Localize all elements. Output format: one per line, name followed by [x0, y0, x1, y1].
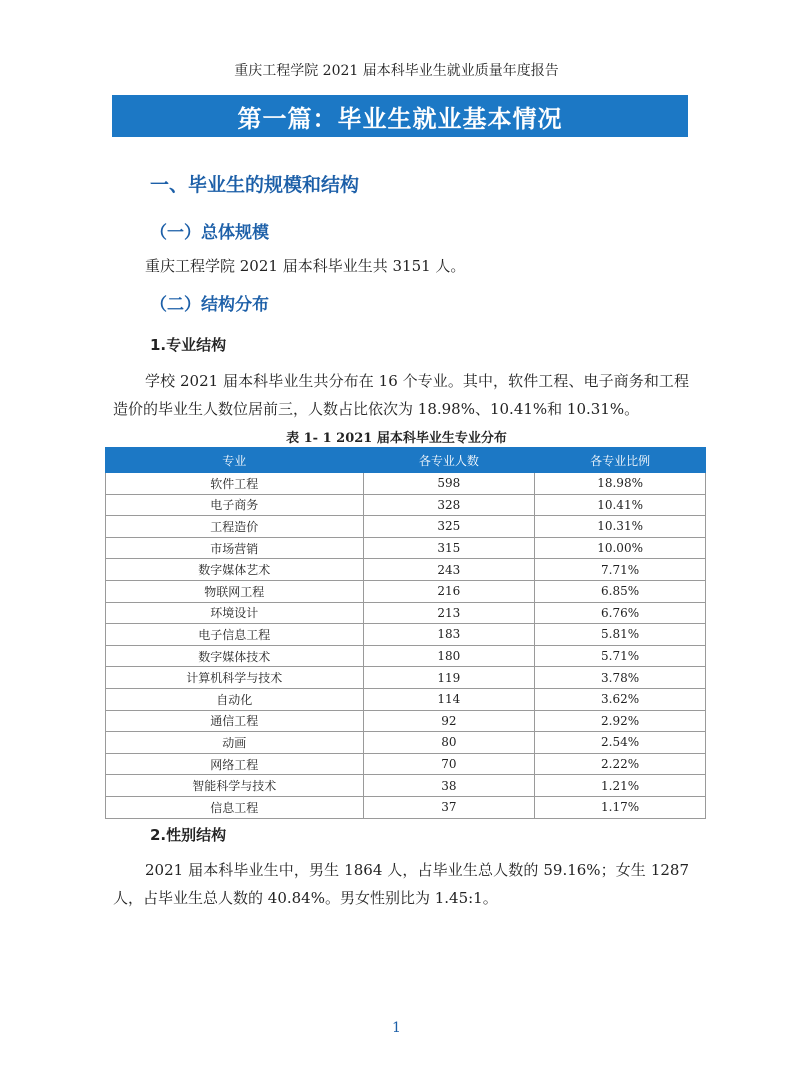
- table-row: [106, 645, 706, 667]
- ratio-cell: 5.71%: [535, 645, 706, 667]
- table-row: [106, 559, 706, 581]
- table-caption: 表 1- 1 2021 届本科毕业生专业分布: [286, 431, 507, 446]
- gender-structure-paragraph: 2021 届本科毕业生中，男生 1864 人，占毕业生总人数的 59.16%；女生 1287 人，占毕业生总人数的 40.84%。男女性别比为 1.45:1。: [113, 861, 689, 907]
- gender-structure-heading: 2.性别结构: [150, 826, 227, 844]
- table-row: [106, 775, 706, 797]
- table-body: [106, 473, 706, 819]
- major-cell: 计算机科学与技术: [106, 667, 364, 689]
- ratio-cell: 7.71%: [535, 559, 706, 581]
- table-row: [106, 516, 706, 538]
- header-major: 专业: [106, 448, 364, 473]
- count-cell: 180: [363, 645, 535, 667]
- table-row: [106, 710, 706, 732]
- table-row: [106, 494, 706, 516]
- table-row: [106, 796, 706, 818]
- ratio-cell: 1.17%: [535, 796, 706, 818]
- ratio-cell: 2.92%: [535, 710, 706, 732]
- ratio-cell: 10.00%: [535, 537, 706, 559]
- table-row: [106, 753, 706, 775]
- count-cell: 37: [363, 796, 535, 818]
- table-row: [106, 688, 706, 710]
- count-cell: 243: [363, 559, 535, 581]
- count-cell: 114: [363, 688, 535, 710]
- major-cell: 工程造价: [106, 516, 364, 538]
- major-cell: 市场营销: [106, 537, 364, 559]
- ratio-cell: 5.81%: [535, 624, 706, 646]
- ratio-cell: 2.22%: [535, 753, 706, 775]
- major-cell: 软件工程: [106, 473, 364, 495]
- chapter-title: 第一篇：毕业生就业基本情况: [237, 104, 563, 133]
- ratio-cell: 6.76%: [535, 602, 706, 624]
- major-cell: 通信工程: [106, 710, 364, 732]
- count-cell: 216: [363, 580, 535, 602]
- ratio-cell: 3.78%: [535, 667, 706, 689]
- ratio-cell: 3.62%: [535, 688, 706, 710]
- table-row: [106, 537, 706, 559]
- header-count: 各专业人数: [363, 448, 535, 473]
- ratio-cell: 18.98%: [535, 473, 706, 495]
- major-cell: 数字媒体技术: [106, 645, 364, 667]
- ratio-cell: 1.21%: [535, 775, 706, 797]
- table-row: [106, 602, 706, 624]
- count-cell: 328: [363, 494, 535, 516]
- count-cell: 38: [363, 775, 535, 797]
- section-heading-scale-structure: 一、毕业生的规模和结构: [150, 174, 360, 196]
- major-cell: 电子信息工程: [106, 624, 364, 646]
- count-cell: 598: [363, 473, 535, 495]
- table-row: [106, 624, 706, 646]
- major-cell: 环境设计: [106, 602, 364, 624]
- table-header-row: [106, 448, 706, 473]
- ratio-cell: 10.41%: [535, 494, 706, 516]
- major-distribution-table: [105, 447, 706, 819]
- count-cell: 325: [363, 516, 535, 538]
- major-cell: 动画: [106, 732, 364, 754]
- count-cell: 183: [363, 624, 535, 646]
- ratio-cell: 10.31%: [535, 516, 706, 538]
- major-cell: 网络工程: [106, 753, 364, 775]
- overall-paragraph: 重庆工程学院 2021 届本科毕业生共 3151 人。: [145, 257, 466, 275]
- count-cell: 80: [363, 732, 535, 754]
- running-header: 重庆工程学院 2021 届本科毕业生就业质量年度报告: [234, 63, 559, 79]
- major-cell: 电子商务: [106, 494, 364, 516]
- major-cell: 物联网工程: [106, 580, 364, 602]
- table-row: [106, 732, 706, 754]
- major-structure-heading: 1.专业结构: [150, 336, 227, 354]
- major-cell: 智能科学与技术: [106, 775, 364, 797]
- subsection-heading-overall: （一）总体规模: [150, 223, 269, 243]
- page-number: 1: [392, 1020, 401, 1036]
- ratio-cell: 2.54%: [535, 732, 706, 754]
- ratio-cell: 6.85%: [535, 580, 706, 602]
- count-cell: 92: [363, 710, 535, 732]
- count-cell: 70: [363, 753, 535, 775]
- count-cell: 119: [363, 667, 535, 689]
- major-structure-paragraph: 学校 2021 届本科毕业生共分布在 16 个专业。其中，软件工程、电子商务和工程造价的毕业生人数位居前三，人数占比依次为 18.98%、10.41%和 10.31%。: [113, 372, 689, 418]
- count-cell: 315: [363, 537, 535, 559]
- major-cell: 信息工程: [106, 796, 364, 818]
- table-row: [106, 667, 706, 689]
- table-row: [106, 473, 706, 495]
- subsection-heading-structure: （二）结构分布: [150, 295, 269, 315]
- count-cell: 213: [363, 602, 535, 624]
- major-cell: 自动化: [106, 688, 364, 710]
- major-cell: 数字媒体艺术: [106, 559, 364, 581]
- table-row: [106, 580, 706, 602]
- chapter-title-banner: [112, 95, 688, 137]
- header-ratio: 各专业比例: [535, 448, 706, 473]
